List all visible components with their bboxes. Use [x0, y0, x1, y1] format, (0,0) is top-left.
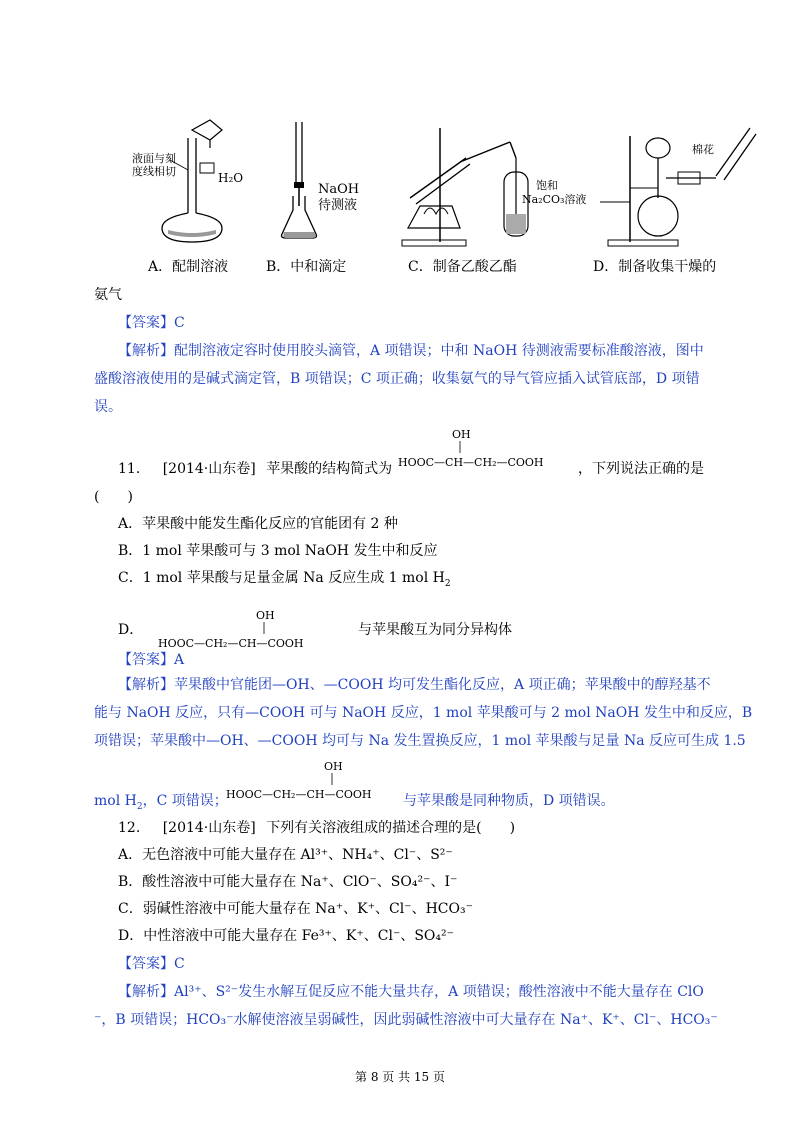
q12-number: 12.	[118, 820, 141, 836]
caption-d: D．制备收集干燥的	[593, 259, 717, 275]
label-analyte: 待测液	[318, 198, 358, 213]
q12-analysis-line-1: 【解析】Al³⁺、S²⁻发生水解互促反应不能大量共存，A 项错误；酸性溶液中不能大量存在 ClO	[118, 984, 704, 1000]
q11-option-d-tail: 与苹果酸互为同分异构体	[358, 622, 512, 638]
q11-analysis-formula	[226, 758, 406, 808]
caption-b: B．中和滴定	[266, 259, 347, 275]
q10-answer: 【答案】C	[118, 315, 185, 331]
label-water: H₂O	[218, 171, 244, 185]
q11-formula-malic-acid	[398, 426, 578, 476]
figure-b-titration	[278, 118, 368, 248]
q11-analysis-line-3: 项错误；苹果酸中—OH、—COOH 均可与 Na 发生置换反应，1 mol 苹果酸与足量 Na 反应可生成 1.5	[94, 733, 746, 749]
label-mark-line: 度线相切	[132, 165, 176, 178]
label-liquid-level: 液面与刻	[132, 152, 176, 165]
q11-source: [2014·山东卷]	[162, 461, 256, 477]
svg-text:HOOC—CH₂—CH—COOH: HOOC—CH₂—CH—COOH	[158, 637, 304, 650]
page-footer: 第 8 页 共 15 页	[355, 1070, 445, 1084]
q11-analysis-line-4a: mol $H_2$，C 项错误；	[94, 793, 228, 812]
q11-analysis-line-1: 【解析】苹果酸中官能团—OH、—COOH 均可发生酯化反应，A 项正确；苹果酸中的醇羟基不	[118, 677, 711, 693]
label-saturated: 饱和	[536, 179, 558, 192]
q12-stem: 12. [2014·山东卷] 下列有关溶液组成的描述合理的是( )	[118, 820, 516, 836]
svg-text:OH: OH	[452, 428, 471, 441]
caption-c: C．制备乙酸乙酯	[408, 259, 517, 275]
figure-a-volumetric-flask	[130, 118, 244, 248]
label-naoh: NaOH	[318, 182, 360, 197]
q12-option-c: C．弱碱性溶液中可能大量存在 Na⁺、K⁺、Cl⁻、HCO₃⁻	[118, 901, 473, 917]
q12-analysis-line-2: ⁻，B 项错误；HCO₃⁻水解使溶液呈弱碱性，因此弱碱性溶液中可大量存在 Na⁺、K⁺、Cl⁻、HCO₃⁻	[94, 1012, 718, 1028]
q11-stem: 11. [2014·山东卷] 苹果酸的结构简式为	[118, 461, 393, 477]
svg-text:HOOC—CH₂—CH—COOH: HOOC—CH₂—CH—COOH	[226, 788, 372, 801]
figure-c-ester-preparation	[400, 118, 590, 248]
label-cotton: 棉花	[692, 143, 714, 156]
q11-option-c: C．1 mol 苹果酸与足量金属 Na 反应生成 1 mol $H_2$	[118, 570, 451, 589]
figure-d-ammonia-collection	[600, 118, 760, 248]
q11-paren: ( )	[94, 489, 133, 505]
q12-answer: 【答案】C	[118, 956, 185, 972]
q11-stem-tail: ，下列说法正确的是	[578, 461, 704, 477]
q10-analysis-line-2: 盛酸溶液使用的是碱式滴定管，B 项错误；C 项正确；收集氨气的导气管应插入试管底部，D 项错	[94, 371, 700, 387]
q12-option-b: B．酸性溶液中可能大量存在 Na⁺、ClO⁻、SO₄²⁻、I⁻	[118, 874, 458, 890]
q11-analysis-line-4b: 与苹果酸是同种物质，D 项错误。	[403, 793, 615, 809]
caption-a: A．配制溶液	[148, 259, 229, 275]
svg-text:HOOC—CH—CH₂—COOH: HOOC—CH—CH₂—COOH	[398, 456, 544, 469]
q11-option-b: B．1 mol 苹果酸可与 3 mol NaOH 发生中和反应	[118, 543, 438, 559]
q10-analysis-line-3: 误。	[94, 399, 122, 415]
q12-source: [2014·山东卷]	[162, 820, 256, 836]
label-sodium-carbonate: Na₂CO₃溶液	[522, 193, 587, 206]
q11-option-d-label: D．	[118, 622, 144, 638]
svg-text:OH: OH	[256, 609, 275, 622]
q11-analysis-line-2: 能与 NaOH 反应，只有—COOH 可与 NaOH 反应，1 mol 苹果酸可与 2 mol NaOH 发生中和反应，B	[94, 705, 753, 721]
q11-option-d-formula	[158, 607, 348, 657]
q12-option-d: D．中性溶液中可能大量存在 Fe³⁺、K⁺、Cl⁻、SO₄²⁻	[118, 928, 455, 944]
q11-number: 11.	[118, 461, 141, 477]
q11-option-a: A．苹果酸中能发生酯化反应的官能团有 2 种	[118, 516, 398, 532]
q11-answer: 【答案】A	[118, 652, 185, 668]
svg-text:OH: OH	[324, 760, 343, 773]
q12-option-a: A．无色溶液中可能大量存在 Al³⁺、NH₄⁺、Cl⁻、S²⁻	[118, 847, 453, 863]
q10-analysis-line-1: 【解析】配制溶液定容时使用胶头滴管，A 项错误；中和 NaOH 待测液需要标准酸溶液，图中	[118, 343, 704, 359]
caption-d-tail: 氨气	[94, 287, 122, 303]
